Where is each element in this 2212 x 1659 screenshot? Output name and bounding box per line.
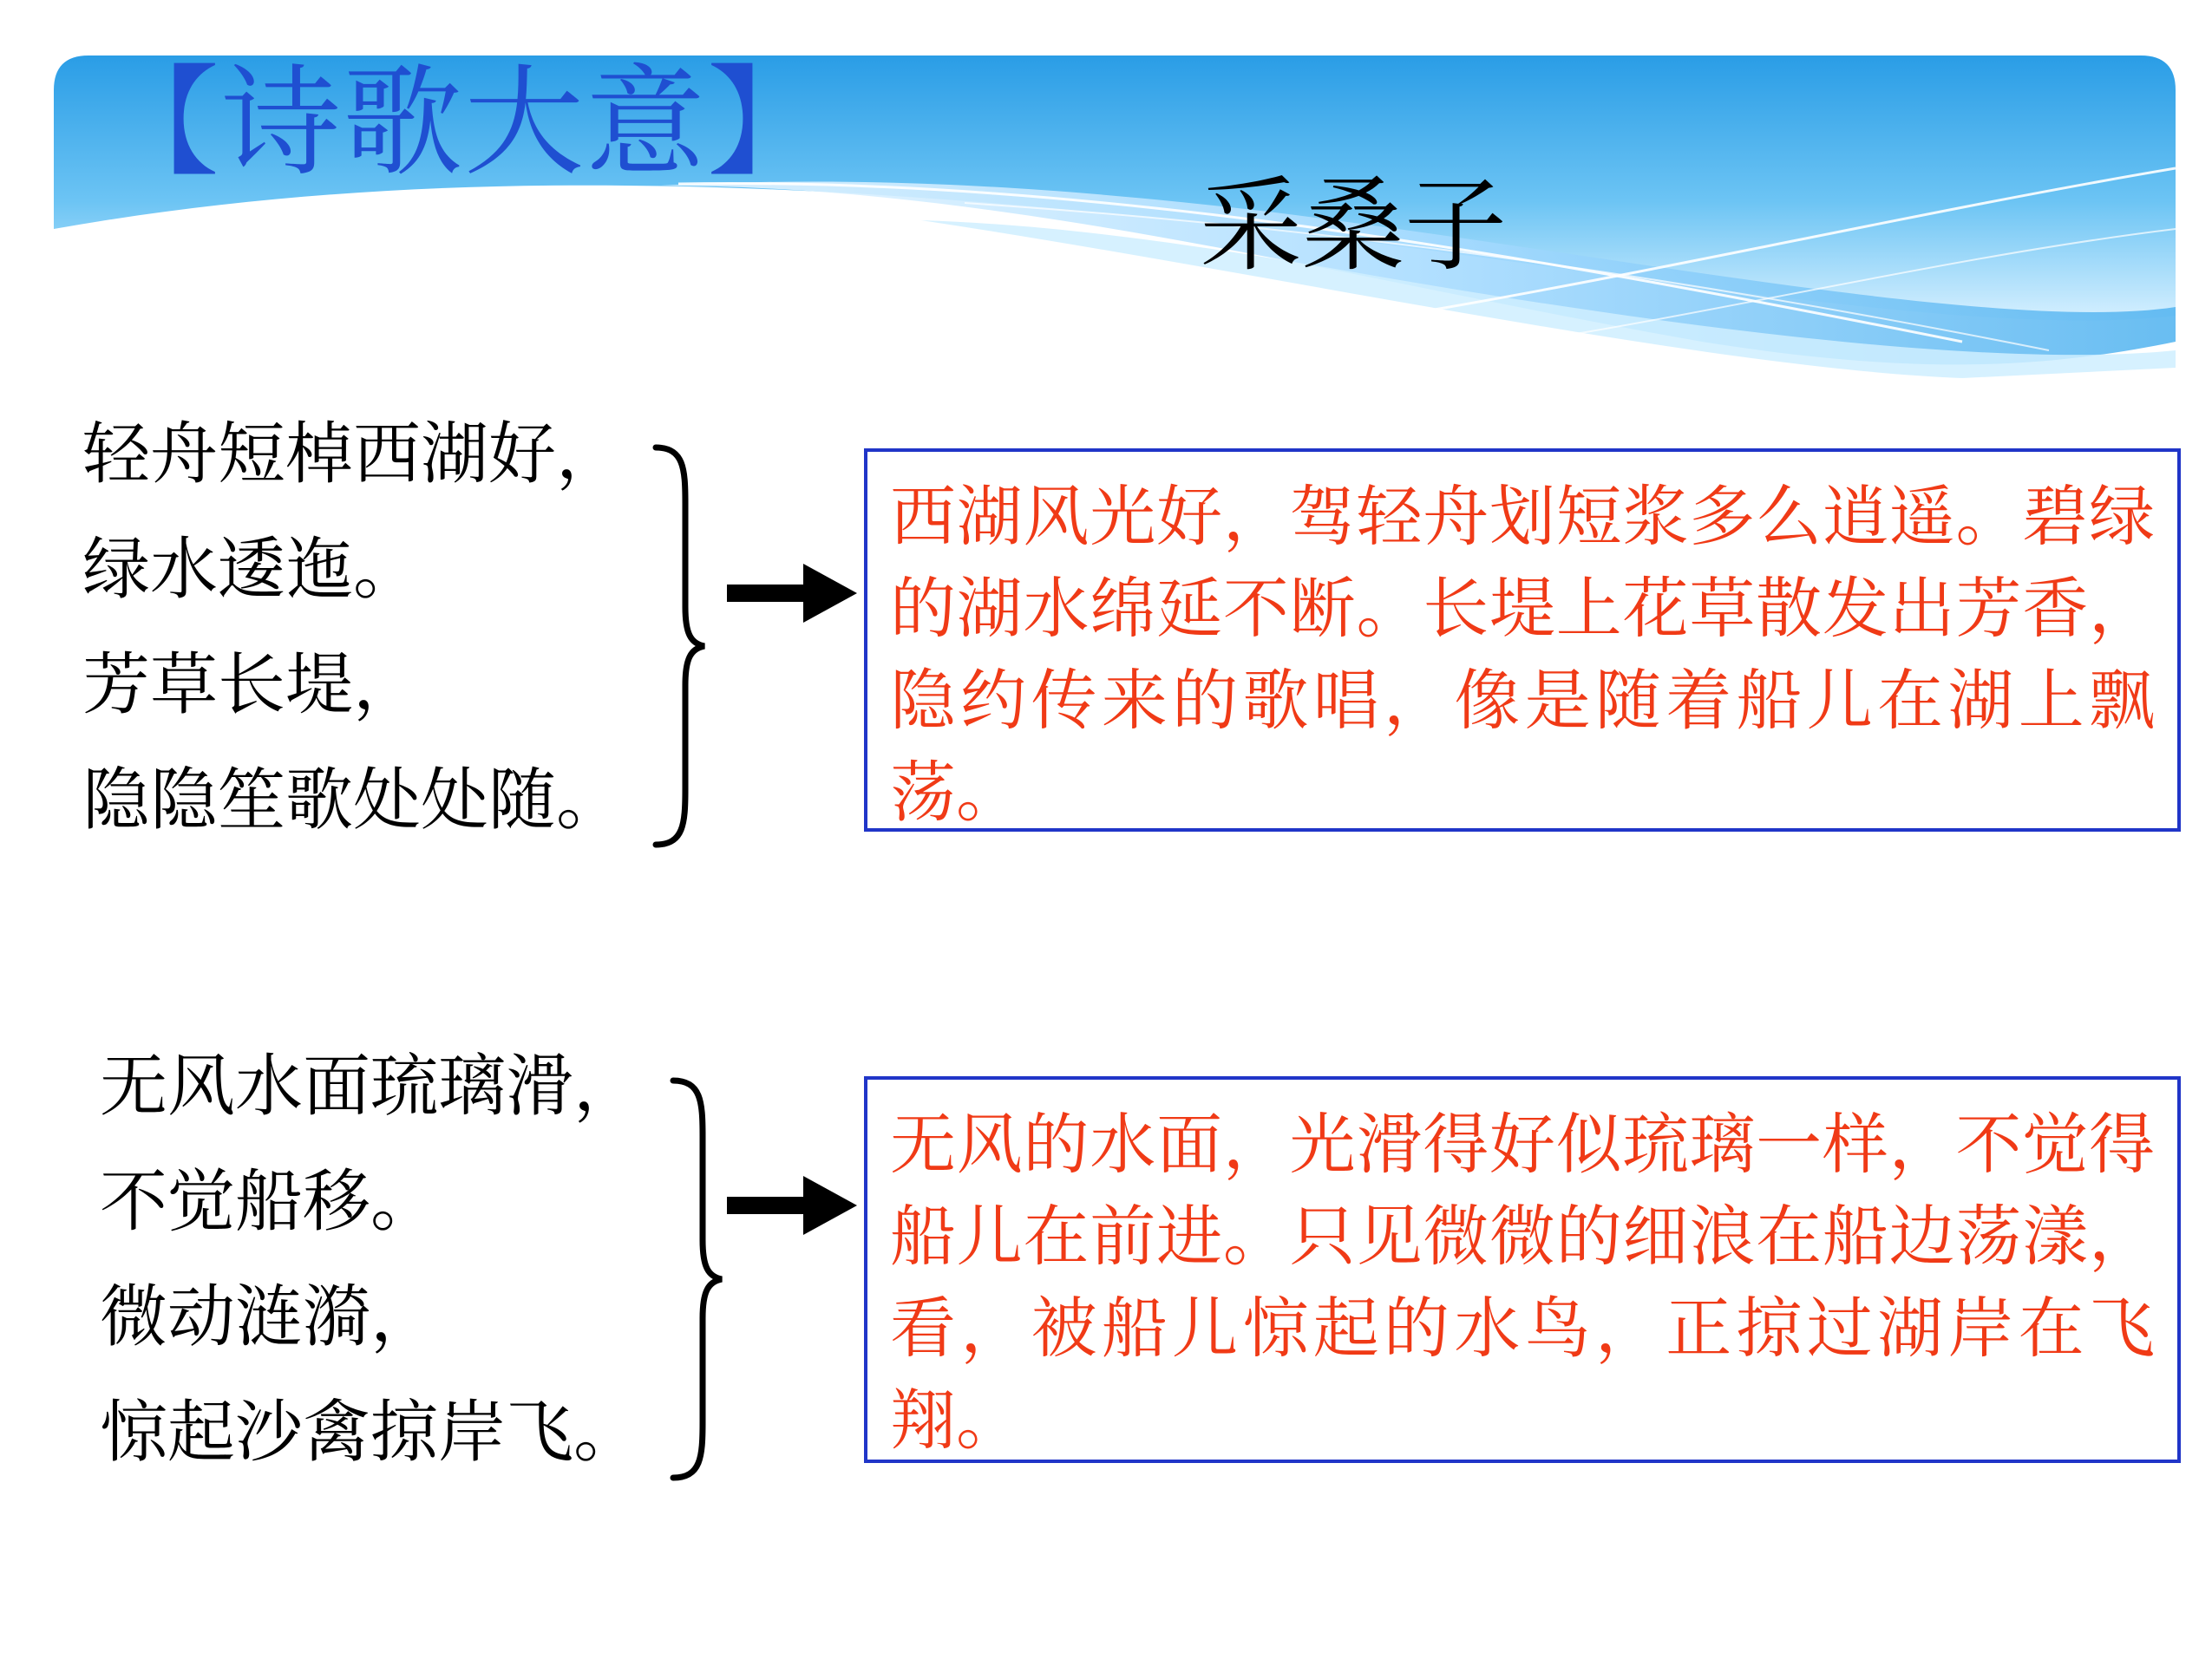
poem-line: 惊起沙禽掠岸飞。 xyxy=(100,1394,642,1472)
poem-line: 无风水面琉璃滑， xyxy=(100,1048,642,1126)
poem-title: 采桑子 xyxy=(1199,166,1507,285)
translation-box-2: 无风的水面，光滑得好似琉璃一样，不觉得船儿在前进。只见微微的细浪在船边荡漾，看，被船儿惊起的水鸟，正掠过湖岸在飞翔。 xyxy=(864,1076,2181,1463)
section-title: 【诗歌大意】 xyxy=(100,53,829,193)
right-arrow-icon xyxy=(727,560,857,626)
poem-line: 不觉船移。 xyxy=(100,1163,439,1241)
poem-line: 轻舟短棹西湖好， xyxy=(82,415,625,493)
poem-line: 微动涟漪， xyxy=(100,1278,439,1356)
right-brace-icon xyxy=(649,442,710,850)
poem-stanza-1 xyxy=(82,397,624,859)
poem-stanza-2 xyxy=(100,1029,641,1491)
poem-line: 隐隐笙歌处处随。 xyxy=(82,761,625,839)
right-arrow-icon xyxy=(727,1172,857,1238)
poem-line: 绿水逶迤。 xyxy=(82,531,422,609)
poem-line: 芳草长堤， xyxy=(82,646,422,724)
translation-box-1: 西湖风光好，驾轻舟划短浆多么逍遥。碧绿的湖水绵延不断。长堤上花草散发出芳香，隐约传来的歌唱，像是随着船儿在湖上飘荡。 xyxy=(864,448,2181,832)
right-brace-icon xyxy=(666,1075,727,1483)
